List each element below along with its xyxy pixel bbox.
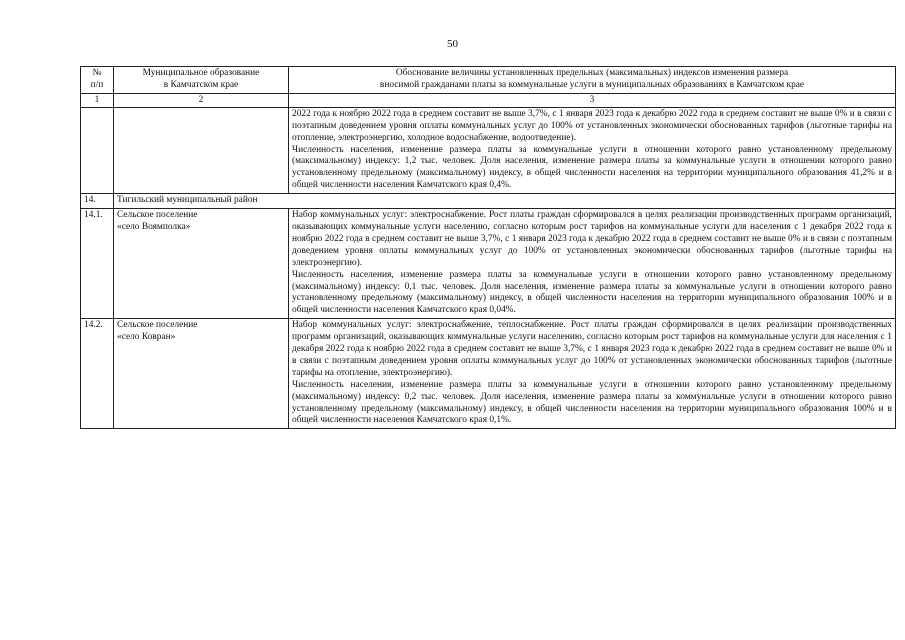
header-justification-line2: вносимой гражданами платы за коммунальные услуги в муниципальных образованиях в Камчатском крае	[379, 79, 805, 90]
indices-table	[80, 66, 896, 429]
justification-paragraph: 2022 года к ноябрю 2022 года в среднем составит не выше 3,7%, с 1 января 2023 года к декабрю 2022 года в среднем составит не выше 0% и в связи с поэтапным доведением уровня оплаты коммунальных услуг до 100% от установленных экономически обоснованных тарифов (льготные тарифы на отопление, электроэнергию, холодное водоснабжение, водоотведение).	[292, 108, 892, 143]
header-municipality-line1: Муниципальное образование	[142, 68, 260, 78]
justification-paragraph: Набор коммунальных услуг: электроснабжение. Рост платы граждан сформировался в целях реализации производственных программ организаций, оказывающих коммунальные услуги населению, согласно которым рост тарифов на коммунальные услуги для населения с 1 декабря 2022 года к ноябрю 2022 года в среднем составит не выше 3,7%, с 1 января 2023 года к декабрю 2022 года в среднем составит не выше 0% и в связи с поэтапным доведением уровня оплаты коммунальных услуг до 100% от установленных экономически обоснованных тарифов (льготные тарифы на электроэнергию).	[292, 210, 892, 268]
header-number-line2: п/п	[90, 79, 104, 90]
table-row	[81, 319, 896, 429]
table-header-row	[81, 67, 896, 94]
column-number-2: 2	[114, 93, 289, 107]
column-number-1: 1	[81, 93, 114, 107]
municipality-name-line1: Сельское поселение	[117, 210, 198, 221]
justification-paragraph: Численность населения, изменение размера платы за коммунальные услуги в отношении которого равно установленному предельному (максимальному) индексу: 1,2 тыс. человек. Доля населения, изменение размера платы за коммунальные услуги в отношении которого равно установленному предельному (максимальному) индексу, в общей численности населения на территории муниципального образования 41,2% и в общей численности населения Камчатского края 0,4%.	[292, 144, 892, 191]
section-title: Тигильский муниципальный район	[114, 194, 896, 209]
column-number-3: 3	[289, 93, 896, 107]
row-number: 14.2.	[81, 319, 114, 429]
municipality-name-line2: «село Ковран»	[117, 332, 176, 343]
municipality-name	[114, 209, 289, 319]
justification-paragraph: Набор коммунальных услуг: электроснабжение, теплоснабжение. Рост платы граждан сформировался в целях реализации производственных программ организаций, оказывающих коммунальные услуги населению, согласно которым рост тарифов на коммунальные услуги для населения с 1 декабря 2022 года к ноябрю 2022 года в среднем составит не выше 3,7%, с 1 января 2023 года к декабрю 2022 года в среднем составит не выше 0% и в связи с поэтапным доведением уровня оплаты коммунальных услуг до 100% от установленных экономически обоснованных тарифов (льготные тарифы на отопление, электроэнергию).	[292, 320, 892, 378]
row-justification	[289, 209, 896, 319]
header-justification-line1: Обоснование величины установленных предельных (максимальных) индексов изменения размера	[395, 68, 789, 78]
header-justification	[289, 67, 896, 94]
row-number: 14.1.	[81, 209, 114, 319]
justification-paragraph: Численность населения, изменение размера платы за коммунальные услуги в отношении которого равно установленному предельному (максимальному) индексу: 0,2 тыс. человек. Доля населения, изменение размера платы за коммунальные услуги в отношении которого равно установленному предельному (максимальному) индексу, в общей численности населения на территории муниципального образования 100% и в общей численности населения Камчатского края 0,1%.	[292, 379, 892, 426]
municipality-name	[114, 319, 289, 429]
header-number	[81, 67, 114, 94]
section-number: 14.	[81, 194, 114, 209]
header-municipality-line2: в Камчатском крае	[163, 79, 239, 90]
continuation-row	[81, 107, 896, 193]
municipality-name-line2: «село Воямполка»	[117, 221, 191, 232]
municipality-name-line1: Сельское поселение	[117, 320, 198, 331]
table-cell-empty	[114, 107, 289, 193]
table-row	[81, 209, 896, 319]
continuation-justification	[289, 107, 896, 193]
table-cell-empty	[81, 107, 114, 193]
column-number-row	[81, 93, 896, 107]
header-number-line1: №	[92, 68, 102, 78]
section-row	[81, 194, 896, 209]
header-municipality	[114, 67, 289, 94]
justification-paragraph: Численность населения, изменение размера платы за коммунальные услуги в отношении которого равно установленному предельному (максимальному) индексу: 0,1 тыс. человек. Доля населения, изменение размера платы за коммунальные услуги в отношении которого равно установленному предельному (максимальному) индексу, в общей численности населения на территории муниципального образования 100% и в общей численности населения Камчатского края 0,04%.	[292, 269, 892, 316]
page-number: 50	[447, 38, 458, 50]
row-justification	[289, 319, 896, 429]
